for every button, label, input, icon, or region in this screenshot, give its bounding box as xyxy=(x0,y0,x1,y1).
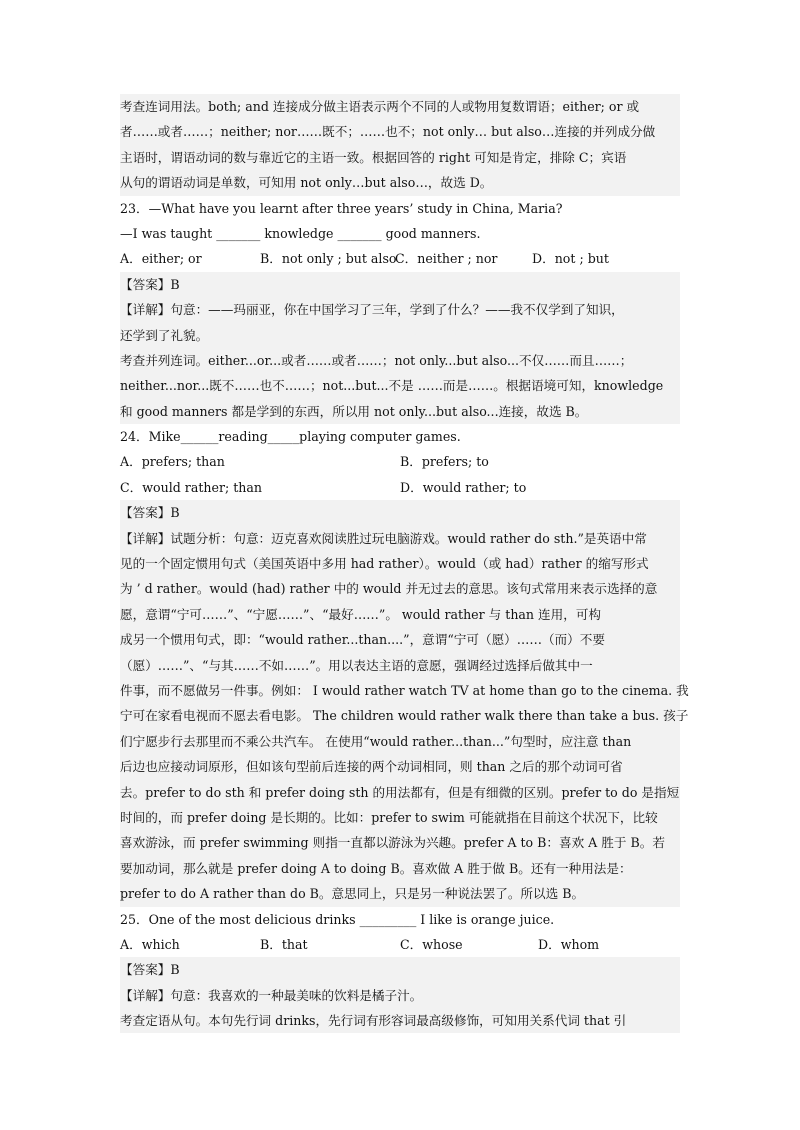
text-line: 们宁愿步行去那里而不乘公共汽车。 在使用“would rather...than...”句型时，应注意 than xyxy=(120,733,632,749)
text-line: neither...nor...既不……也不……；not...but...不是 ……而是……。根据语境可知，knowledge xyxy=(120,378,664,394)
text-line: 喜欢游泳，而 prefer swimming 则指一直都以游泳为兴趣。prefer A to B：喜欢 A 胜于 B。若 xyxy=(120,835,665,851)
option-b: B．prefers; to xyxy=(400,454,489,470)
text-line: 主语时，谓语动词的数与靠近它的主语一致。根据回答的 right 可知是肯定，排除 C；宾语 xyxy=(120,149,627,165)
text-line: 【详解】试题分析：句意：迈克喜欢阅读胜过玩电脑游戏。would rather do sth.”是英语中常 xyxy=(120,530,647,546)
answer-label: 【答案】B xyxy=(120,505,180,521)
question-text: 23．—What have you learnt after three years’ study in China, Maria? xyxy=(120,200,563,216)
options-row xyxy=(120,475,680,500)
text-line: 成另一个惯用句式，即：“would rather...than....”，意谓“宁可（愿）……（而）不要 xyxy=(120,632,605,648)
option-d: D．not ; but xyxy=(532,251,609,267)
answer-block xyxy=(120,957,680,1033)
option-d: D．would rather; to xyxy=(400,479,527,495)
text-line: 要加动词，那么就是 prefer doing A to doing B。喜欢做 A 胜于做 B。还有一种用法是： xyxy=(120,860,632,876)
text-line: 后边也应接动词原形，但如该句型前后连接的两个动词相同，则 than 之后的那个动词可省 xyxy=(120,759,623,775)
text-line: prefer to do A rather than do B。意思同上，只是另一种说法罢了。所以选 B。 xyxy=(120,886,585,902)
text-line: 还学到了礼貌。 xyxy=(120,327,209,343)
options-row xyxy=(120,246,680,271)
option-c: C．would rather; than xyxy=(120,479,263,495)
question-text: 25．One of the most delicious drinks _________ I like is orange juice. xyxy=(120,911,555,927)
text-line: 考查定语从句。本句先行词 drinks，先行词有形容词最高级修饰，可知用关系代词 that 引 xyxy=(120,1013,627,1029)
text-line: 愿，意谓“宁可……”、“宁愿……”、“最好……”。 would rather 与 than 连用，可构 xyxy=(120,606,602,622)
option-a: A．which xyxy=(120,936,180,952)
option-b: B．that xyxy=(260,936,308,952)
text-line: 时间的，而 prefer doing 是长期的。比如：prefer to swim 可能就指在目前这个状况下，比较 xyxy=(120,809,658,825)
answer-label: 【答案】B xyxy=(120,962,180,978)
answer-block xyxy=(120,500,689,906)
question-23 xyxy=(120,196,680,425)
option-c: C．whose xyxy=(400,936,463,952)
text-line: 件事，而不愿做另一件事。例如： I would rather watch TV at home than go to the cinema. 我 xyxy=(120,682,689,698)
option-b: B．not only ; but also xyxy=(260,251,397,267)
text-line: 【详解】句意：我喜欢的一种最美味的饮料是橘子汁。 xyxy=(120,987,423,1003)
text-line: （愿）……”、“与其……不如……”。用以表达主语的意愿，强调经过选择后做其中一 xyxy=(120,657,593,673)
option-a: A．either; or xyxy=(120,251,202,267)
option-d: D．whom xyxy=(538,936,600,952)
text-line: 者……或者……；neither; nor……既不；……也不；not only… but also…连接的并列成分做 xyxy=(120,124,656,140)
option-c: C．neither ; nor xyxy=(395,251,498,267)
text-line: 去。prefer to do sth 和 prefer doing sth 的用法都有，但是有细微的区别。prefer to do 是指短 xyxy=(120,784,680,800)
option-a: A．prefers; than xyxy=(120,454,225,470)
explanation-block-22 xyxy=(120,94,680,196)
answer-label: 【答案】B xyxy=(120,276,180,292)
document-page xyxy=(120,94,689,1033)
text-line: 考查连词用法。both; and 连接成分做主语表示两个不同的人或物用复数谓语；either; or 或 xyxy=(120,99,640,114)
question-reply: —I was taught _______ knowledge _______ good manners. xyxy=(120,225,481,241)
text-line: 见的一个固定惯用句式（美国英语中多用 had rather）。would（或 had）rather 的缩写形式 xyxy=(120,556,649,572)
question-text: 24．Mike______reading_____playing computer games. xyxy=(120,429,461,445)
text-line: 和 good manners 都是学到的东西，所以用 not only...but also...连接，故选 B。 xyxy=(120,403,588,419)
question-25 xyxy=(120,907,680,1034)
text-line: 考查并列连词。either...or...或者……或者……；not only...but also...不仅……而且……； xyxy=(120,352,633,368)
text-line: 【详解】句意：——玛丽亚，你在中国学习了三年，学到了什么？——我不仅学到了知识， xyxy=(120,302,624,318)
text-line: 为 ’ d rather。would (had) rather 中的 would 并无过去的意思。该句式常用来表示选择的意 xyxy=(120,581,658,597)
options-row xyxy=(120,449,680,474)
options-row xyxy=(120,932,680,957)
question-24 xyxy=(120,424,689,906)
text-line: 从句的谓语动词是单数，可知用 not only…but also…，故选 D。 xyxy=(120,175,493,191)
text-line: 宁可在家看电视而不愿去看电影。 The children would rather walk there than take a bus. 孩子 xyxy=(120,708,689,724)
answer-block xyxy=(120,272,680,424)
